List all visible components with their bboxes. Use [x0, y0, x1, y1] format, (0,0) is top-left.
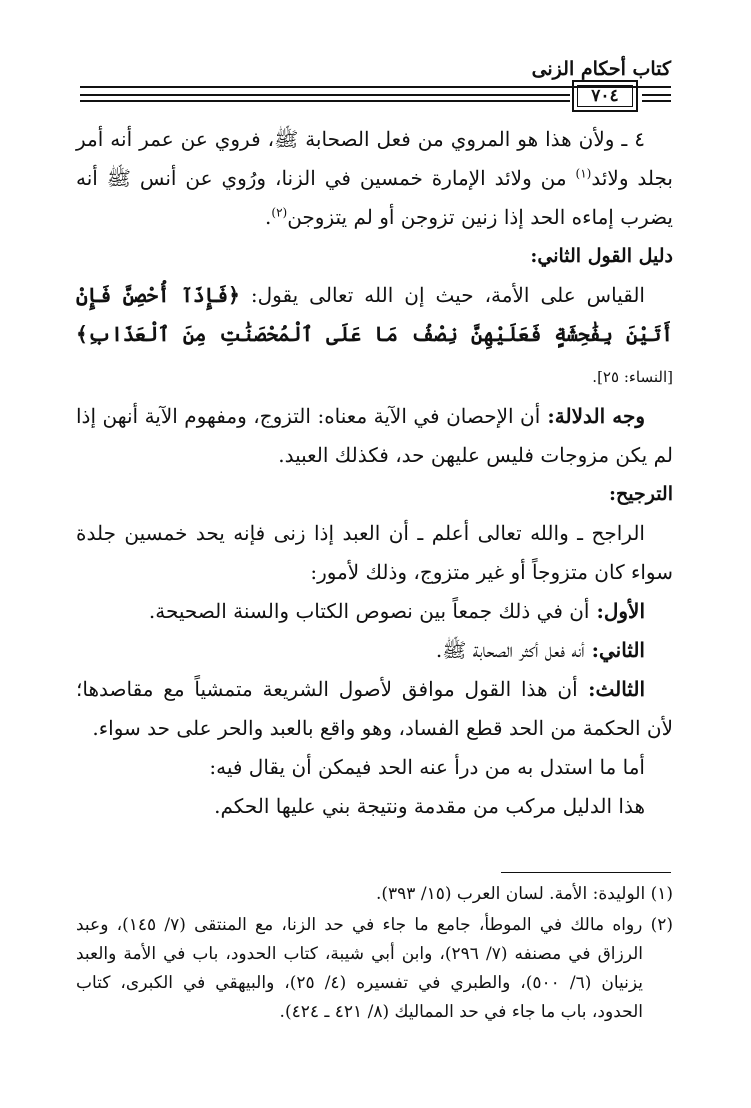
section-heading-preference: الترجيح:	[608, 483, 673, 505]
reason-first	[76, 592, 673, 631]
footnote-2: (٢) رواه مالك في الموطأ، جامع ما جاء في حد الزنا، مع المنتقى (٧/ ١٤٥)، وعبد الرزاق في مصنفه (٧/ ٢٩٦)، وابن أبي شيبة، كتاب الحدود، باب في الأمة والعبد يزنيان (٦/ ٥٠٠)، والطبري في تفسيره (٤/ ٢٥)، والبيهقي في الكبرى، كتاب الحدود، باب ما جاء في حد المماليك (٨/ ٤٢١ ـ ٤٢٤).	[76, 915, 674, 1022]
quran-verse: ﴿فَإِذَآ أُحْصِنَّ فَإِنْ أَتَيْنَ بِفَٰحِشَةٍ فَعَلَيْهِنَّ نِصْفُ مَا عَلَى ٱلْمُحْصَنَٰتِ مِنَ ٱلْعَذَابِ﴾	[76, 283, 673, 346]
footnote-ref-2: (٢)	[271, 205, 288, 220]
paragraph-text: أن في ذلك جمعاً بين نصوص الكتاب والسنة الصحيحة.	[148, 599, 590, 623]
reason-third	[76, 670, 673, 748]
reason-second	[76, 631, 673, 670]
paragraph-preferred-view: الراجح ـ والله تعالى أعلم ـ أن العبد إذا زنى فإنه يحد خمسين جلدة سواء كان متزوجاً أو غير متزوج، وذلك لأمور:	[76, 521, 673, 584]
section-heading-second-opinion: دليل القول الثاني:	[530, 245, 673, 267]
paragraph-rebuttal: هذا الدليل مركب من مقدمة ونتيجة بني عليها الحكم.	[214, 794, 645, 818]
paragraph-analogy	[76, 276, 673, 397]
footnote-ref-1: (١)	[575, 166, 592, 181]
paragraph-text: القياس على الأمة، حيث إن الله تعالى يقول:	[239, 283, 645, 307]
main-text	[76, 120, 673, 826]
page-number: ٧٠٤	[577, 85, 633, 107]
lead-label: الأول:	[589, 599, 645, 623]
paragraph-evidence-4	[76, 120, 673, 237]
lead-label: الثاني:	[584, 638, 645, 662]
header-double-rule-right	[642, 94, 671, 102]
verse-citation: [النساء: ٢٥].	[592, 368, 673, 386]
paragraph-text-cont: من ولائد الإمارة خمسين في الزنا، ورُوي عن أنس ﷺ أنه يضرب إماءه الحد إذا زنين تزوجن أو لم يتزوجن	[76, 166, 673, 229]
paragraph-text: ٤ ـ ولأن هذا هو المروي من فعل الصحابة ﷺ، فروي عن عمر أنه أمر بجلد ولائد	[76, 127, 673, 190]
paragraph-end: .	[265, 205, 272, 229]
paragraph-text: أنه فعل أكثر الصحابة ﷺ.	[435, 638, 585, 662]
paragraph-evidence-point	[76, 397, 673, 475]
paragraph-text: أن هذا القول موافق لأصول الشريعة متمشياً مع مقاصدها؛ لأن الحكمة من الحد قطع الفساد، وهو واقع بالعبد والحر على حد سواء.	[76, 677, 673, 740]
header-double-rule-left	[80, 94, 570, 102]
footnote-1: (١) الوليدة: الأمة. لسان العرب (١٥/ ٣٩٣).	[375, 884, 673, 904]
running-header-title: كتاب أحكام الزنى	[531, 58, 671, 80]
paragraph-text: أن الإحصان في الآية معناه: التزوج، ومفهوم الآية أنهن إذا لم يكن مزوجات فليس عليهن حد، فكذلك العبيد.	[76, 404, 673, 467]
paragraph-rebuttal-intro: أما ما استدل به من درأ عنه الحد فيمكن أن يقال فيه:	[209, 755, 645, 779]
lead-label: وجه الدلالة:	[540, 404, 645, 428]
footnotes	[76, 880, 673, 1029]
footnote-separator	[501, 872, 671, 873]
page-number-frame	[572, 80, 638, 112]
lead-label: الثالث:	[577, 677, 645, 701]
